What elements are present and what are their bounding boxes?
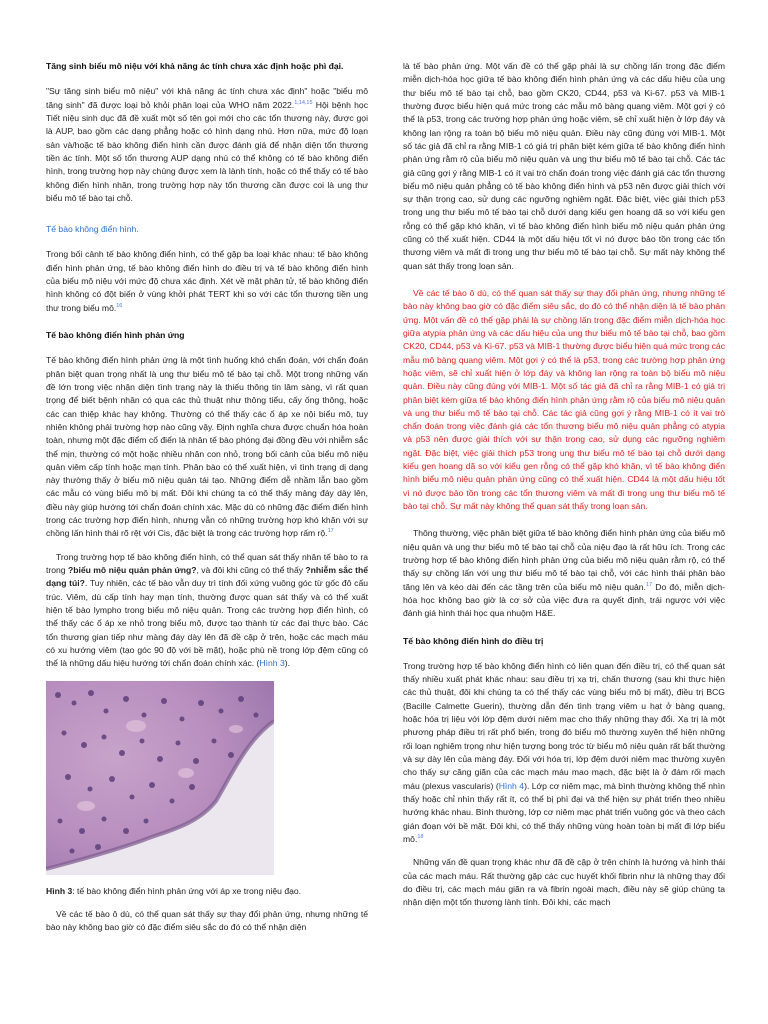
heading-atypia: Tế bào không điển hình.	[46, 224, 139, 235]
highlighted-paragraph: Về các tế bào ô dù, có thể quan sát thấy sự thay đổi phản ứng, nhưng những tế bào này không bao giờ có đặc điểm siêu sắc, do đó có thể nhận diện là tế bào phản ứng. Một vấn đề có thể gặp phải là sự chồng lấn trong đặc điểm miễn dịch-hóa học giữa atypia phản ứng và các dấu hiệu của ung thư biểu mô tế bào tại chỗ, bao gồm CK20, CD44, p53 và Ki-67. p53 và MIB-1 thường được biểu hiện quá mức trong các mẫu mô bàng quang viêm. Một gợi ý có thể là p53, trong các trường hợp phản ứng hoặc viêm, sẽ chỉ xuất hiện ở lớp đáy và không lan rộng ra toàn bộ biểu mô niệu quản. Điều này cũng đúng với MIB-1. Một số tác giả đã chỉ ra rằng MIB-1 có giá trị phân biệt kém giữa tế bào không điển hình phản ứng rằm rộ của biểu mô niệu quản và ung thư biểu mô tế bào tại chỗ. Các tác giả cũng gợi ý rằng MIB-1 có ít vai trò chẩn đoán trong việc đánh giá các tổn thương biểu mô niệu quản phẳng có atypia và p53 nên được giải thích với sự thận trọng cao, sử dụng các ngưỡng nghiêm ngặt. Đặc biệt, việc giải thích p53 trong ung thư biểu mô tế bào tại chỗ dưới dạng kiểu gen hoang dã so với kiểu gen rỗng có thể gặp khó khăn, vì tế bào không điển hình biểu mô niệu quản phản ứng cũng có thể xuất hiện. CD44 là một dấu hiệu tốt vì nó được bảo tồn trong các tổn thương viêm và mất đi trong ung thư biểu mô tế bào tại chỗ. Sự mất này không thể quan sát thấy trong loạn sản.	[403, 288, 725, 511]
paragraph: Trong trường hợp tế bào không điển hình, có thể quan sát thấy nhân tế bào to ra trong ?biểu mô niệu quản phản ứng?, và đôi khi cũng có thể thấy ?nhiễm sắc thể dạng túi?. Tuy nhiên, các tế bào vẫn duy trì tính đối xứng vuông góc từ gốc đô cấu trúc. Viêm, dù cấp tính hay mạn tính, thường được quan sát thấy và có thể xuất hiện tế bào lympho trong biểu mô niệu quản. Trong các trường hợp điển hình, có thể thấy các ổ áp xe nhỏ trong biểu mô, được tạo thành từ các đại thực bào. Các tổn thương gian tiếp như màng đáy dày lên đã đề cập ở trên, hoặc các mạch máu có xu hướng viêm (tạo góc 90 độ với bề mặt), hoặc phù nề trong lớp đệm cũng có thể là những dấu hiệu hướng tới chẩn đoán chính xác. (Hình 3).	[46, 551, 369, 669]
histology-image	[46, 681, 274, 875]
left-column	[46, 60, 368, 944]
paragraph: "Sự tăng sinh biểu mô niệu" với khả năng ác tính chưa xác định" hoặc "biểu mô tăng sinh" đã được loại bỏ khỏi phân loại của WHO năm 2022.$^{1,14,15}$ Hội bệnh học Tiết niệu sinh dục đã đề xuất một số tên gọi mới cho các tổn thương này, được gọi là AUP, bao gồm các dạng phẳng hoặc có hình dạng nhú. Hơn nữa, mức độ loạn sản và/hoặc tế bào không điển hình cần được đánh giá để nhận diện tổn thương tiền ác tính. Một số tổn thương AUP dạng nhú có thể không có tế bào không điển hình, trong trường hợp này chúng được xem là lành tính, hoặc có thể thấy có tế bào không điển hình nhân, trong trường hợp này tổn thương cần được coi là ung thư biểu mô tế bào tại chỗ.	[46, 86, 369, 203]
paragraph: Trong trường hợp tế bào không điển hình có liên quan đến điều trị, có thể quan sát thấy nhiều xuất phát khác nhau: sau điều trị xạ trị, chấn thương (sau khi thực hiện các thủ thuật, đôi khi chúng ta có thể thấy các vùng biểu mô bị mất), điều trị BCG (Bacille Calmette Guerin), thường dẫn đến tình trạng viêm u hạt ở bàng quang, hoặc hóa trị liệu với lớp đệm dưới niêm mạc cho thấy những thay đổi. Xạ trị là một phương pháp điều trị rất phổ biến, trong đó biểu mô thường xuyên thể hiện những rối loạn nghiêm trọng như hiện tượng bong tróc từ biểu mô niệu quản rất bất thường và sự dày lên của màng đáy. Đối với hóa trị, lớp đệm dưới niêm mạc thường xuyên cho thấy sự căng giãn của các mạch máu mao mạch, đặc biệt là ở đám rối mạch máu (plexus vascularis) (Hình 4). Lớp cơ niêm mạc, mà bình thường không thể nhìn thấy hoặc chỉ nhìn thấy rất ít, có thể bị phì đại và thể hiện sự phát triển theo nhiều hướng khác nhau. Bình thường, lớp cơ niêm mạc phát triển vuông góc và theo cách gián đoạn với bề mặt. Đôi khi, có thể thấy những vùng hoàn toàn bị mất đi lớp biểu mô.$^{18}$	[403, 660, 726, 844]
reference-marker[interactable]: 16	[116, 302, 123, 309]
paragraph: là tế bào phản ứng. Một vấn đề có thể gặp phải là sự chồng lấn trong đặc điểm miễn dịch-hóa học giữa tế bào không điển hình phản ứng và các dấu hiệu của ung thư biểu mô tế bào tại chỗ, bao gồm CK20, CD44, p53 và Ki-67. p53 và MIB-1 thường được biểu hiện quá mức trong các mẫu mô bàng quang viêm. Một gợi ý có thể là p53, trong các trường hợp phản ứng hoặc viêm, sẽ chỉ xuất hiện ở lớp đáy và không lan rộng ra toàn bộ biểu mô niệu quản. Điều này cũng đúng với MIB-1. Một số tác giả đã chỉ ra rằng MIB-1 có giá trị phân biệt kém giữa tế bào không điển hình phản ứng rằm rộ của biểu mô niệu quản và ung thư biểu mô tế bào tại chỗ. Các tác giả cũng gợi ý rằng MIB-1 có ít vai trò chẩn đoán trong việc đánh giá các tổn thương biểu mô niệu quản phẳng có tế bào không điển hình và p53 nên được giải thích với sự thận trọng cao, sử dụng các ngưỡng nghiêm ngặt. Đặc biệt, việc giải thích p53 trong ung thư biểu mô tế bào tại chỗ dưới dạng kiểu gen hoang dã so với kiểu gen rỗng có thể gặp khó khăn, vì tế bào không điển hình biểu mô niệu quản phản ứng cũng có thể xuất hiện. CD44 là một dấu hiệu tốt vì nó được bảo tồn trong các tổn thương viêm và mất đi trong ung thư biểu mô tế bào tại chỗ. Sự mất này không thể quan sát thấy trong loạn sản.	[403, 61, 725, 271]
reference-marker[interactable]: 17	[327, 528, 334, 535]
heading-treatment-atypia: Tế bào không điển hình do điều trị	[403, 635, 544, 646]
paragraph: Về các tế bào ô dù, có thể quan sát thấy sự thay đổi phản ứng, nhưng những tế bào này không bao giờ có đặc điểm siêu sắc do đó có thể nhận diện	[46, 908, 368, 933]
reference-marker[interactable]: 17	[645, 581, 653, 588]
right-column	[403, 60, 725, 919]
figure-link[interactable]: Hình 3	[259, 658, 285, 669]
heading-reactive-atypia: Tế bào không điển hình phản ứng	[46, 330, 185, 340]
paragraph: Thông thường, việc phân biệt giữa tế bào không điển hình phản ứng của biểu mô niệu quản và ung thư biểu mô tế bào tại chỗ của niệu đạo là rất hữu ích. Trong các trường hợp tế bào không điển hình phản ứng của biểu mô niệu quản rằm rộ, có thể thấy sự chồng lấn với ung thư biểu mô tế bào tại chỗ, với các hình thái phân bào tăng lên và kéo dài đến các tầng trên của biểu mô niệu quản.$^{17}$ Do đó, miễn dịch-hóa học không bao giờ là cơ sở của việc đưa ra quyết định, trái ngược với việc đánh giá hình thái học qua nhuộm H&E.	[403, 528, 725, 619]
histology-figure-3	[46, 681, 274, 875]
paragraph: Trong bối cảnh tế bào không điển hình, có thể gặp ba loại khác nhau: tế bào không điển hình phản ứng, tế bào không điển hình do điều trị và tế bào không điển hình của biểu mô niệu với mức độ chưa xác định. Xét về mặt phân tử, tế bào không điển hình không có đột biến ở vùng khởi phát TERT khi so với các tổn thương tiền ung thư trong biểu mô.$^{16}$	[46, 249, 368, 313]
paragraph: Những vấn đề quan trọng khác như đã đề cập ở trên chính là hướng và hình thái của các mạch máu. Rất thường gặp các cục huyết khối fibrin như là những thay đổi do điều trị, các mạch máu giãn ra và fibrin ngoài mạch, điều này sẽ giúp chúng ta nhận diện một tổn thương lành tính. Đôi khi, các mạch	[403, 857, 725, 908]
reference-marker[interactable]: 1,14,15	[294, 99, 313, 106]
figure-link[interactable]: Hình 4	[498, 780, 525, 791]
figure-caption: Hình 3: tế bào không điển hình phản ứng với áp xe trong niệu đạo.	[46, 885, 302, 896]
paragraph: Tế bào không điển hình phản ứng là một tình huống khó chẩn đoán, với chẩn đoán phân biệt quan trọng nhất là ung thư biểu mô tế bào tại chỗ. Một trong những vấn đề lớn trong việc nhận diện tình trạng này là thiếu thông tin lâm sàng, vì rất quan trọng để biết bệnh nhân có qua các thủ thuật như thông tiểu, cấy ống thông, hoặc các can thiệp khác hay không. Thường có thể thấy các ổ áp xe nội biểu mô, tuy nhiên không phải trường hợp nào cũng vậy. Định nghĩa chưa được chuẩn hóa hoàn toàn, nhưng một đặc điểm cổ điển là nhân tế bào phóng đại đồng đều với nhiễm sắc thể mịn, thường có một hoặc nhiều nhân con nhỏ, trong bối cảnh của biểu mô niệu quản viêm cấp tính hoặc mạn tính. Phân bào có thể xuất hiện, vì tình trạng dị dạng này thường thấy ở biểu mô niệu quản tái tạo. Những điểm dễ nhầm lẫn bao gồm các mẫu có vùng biểu mô bị mất. Đôi khi chúng ta có thể thấy mảng đáy dày lên, điều này giúp hướng tới chẩn đoán chính xác. Mặc dù có những đặc điểm điển hình trong các trường hợp điển hình, nhưng vẫn có những trường hợp khó khăn với sự chồng lấn hình thái rõ rệt với Cis, đặc biệt là trong các trường hợp rấm rộ.$^{17}$	[46, 355, 368, 539]
reference-marker[interactable]: 18	[417, 834, 424, 841]
section-title: Tăng sinh biểu mô niệu với khả năng ác tính chưa xác định hoặc phì đại.	[46, 61, 344, 71]
